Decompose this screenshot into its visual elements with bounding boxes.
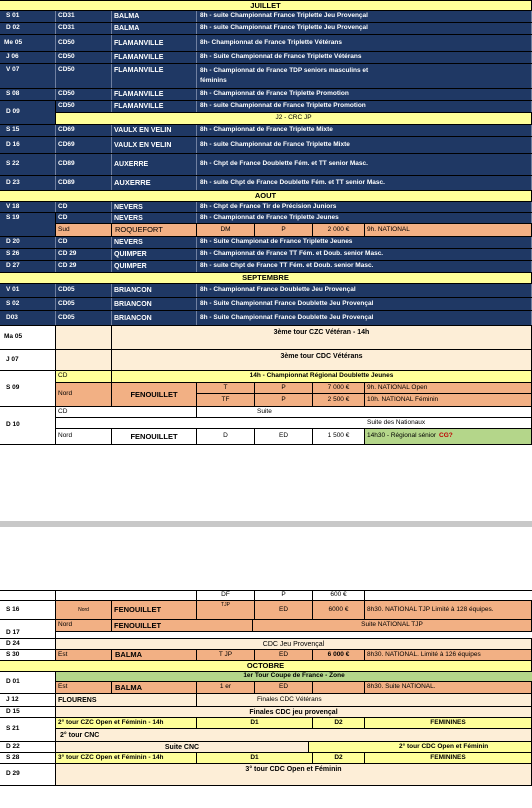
type-cell: TJP [197,601,255,619]
event-cell: Suite CNC [56,742,309,752]
prize-cell: 6000 € [313,601,365,619]
event-cell: 8h - Suite Championnat de France Triplette Vétérans [197,52,532,63]
sub-event-cell: J2 - CRC JP [56,113,532,124]
day-cell: D 20 [0,237,56,248]
place-cell: FENOUILLET [112,429,197,444]
day-cell: Me 05 [0,35,56,51]
event-upper [56,371,532,383]
month-label: AOUT [0,191,532,201]
div-cell: FEMININES [365,718,532,728]
place-cell: NEVERS [112,237,197,248]
day-cell: J 07 [0,350,56,370]
event-lower [56,429,532,444]
event-cell: 3° tour CDC Open et Féminin [56,764,532,785]
prize-cell: 2 500 € [313,394,365,406]
place-cell: FENOUILLET [112,620,253,631]
month-label: OCTOBRE [0,661,532,671]
type-cell: D [197,429,255,444]
event-cell: 8h - Chpt de France Tir de Précision Juniors [197,202,532,212]
event-text: 14h30 - Régional sénior [367,432,437,440]
event-body [56,620,532,632]
event-row [0,639,532,650]
day-cell: S 08 [0,89,56,100]
day-cell: D 09 [0,101,56,124]
day-cell: D 29 [0,764,56,785]
event-cell: 2° tour CZC Open et Féminin - 14h [56,718,197,728]
day-cell: V 18 [0,202,56,212]
committee-cell: CD50 [56,89,112,100]
event-upper [56,213,532,224]
event-row [0,764,532,786]
place-cell: FLAMANVILLE [112,35,197,51]
event-row-double [0,672,532,694]
event-cell: Finales CDC Vétérans [197,694,532,706]
place-cell: QUIMPER [112,261,197,272]
event-lower [56,113,532,124]
day-cell: V 01 [0,284,56,297]
day-cell: S 16 [0,601,56,619]
event-row-double [0,213,532,237]
day-cell: S 22 [0,154,56,175]
day-cell: D 22 [0,742,56,752]
day-cell: Ma 05 [0,326,56,349]
place-cell: FLAMANVILLE [112,101,197,112]
day-cell: D 16 [0,137,56,153]
event-row [0,35,532,52]
event-row [0,298,532,311]
month-header-octobre [0,661,532,672]
event-row-triple [0,371,532,407]
event-row [0,125,532,137]
event-cell: 8h - Championnat France Doublette Jeu Provençal [197,284,532,297]
zone-cell: Nord [56,601,112,619]
zone-cell: Nord [56,620,112,631]
committee-cell: CD89 [56,176,112,190]
cat-cell: ED [255,682,313,693]
event-cell: 8h - Championnat de France TT Fém. et Doub. senior Masc. [197,249,532,260]
event-cell: 1er Tour Coupe de France - Zone [243,672,345,680]
day-cell: S 09 [0,371,56,406]
div-cell: D1 [197,753,313,763]
committee-cell: CD50 [56,101,112,112]
event-cell: 8h - suite Chpt de France TT Fém. et Doub. senior Masc. [197,261,532,272]
place-cell: AUXERRE [112,154,197,175]
place-cell: BALMA [112,650,197,660]
event-row [0,202,532,213]
prize-cell: 7 000 € [313,383,365,393]
place-cell: VAULX EN VELIN [112,137,197,153]
event-lower [56,682,532,693]
day-cell: S 30 [0,650,56,660]
day-cell: S 01 [0,11,56,22]
day-cell: J 12 [0,694,56,706]
event-cell: Suite NATIONAL TJP [253,620,532,631]
event-row-double [0,718,532,742]
event-cell: 8h - Championnat de France Triplette Jeunes [197,213,532,223]
place-cell: FENOUILLET [112,601,197,619]
event-lower [56,224,532,236]
prize-cell [313,682,365,693]
event-line: féminins [200,76,227,84]
committee-cell: CD69 [56,125,112,136]
event-cell: 8h- Championnat de France Triplette Vétérans [197,35,532,51]
event-cell: 2° tour CDC Open et Féminin [309,742,532,752]
day-cell: D 02 [0,23,56,34]
event-row [0,237,532,249]
month-label: JUILLET [0,1,532,10]
event-row-triple [0,407,532,445]
day-cell: S 19 [0,213,56,236]
month-header-juillet [0,0,532,11]
committee-cell: CD50 [56,52,112,63]
committee-cell: CD [56,371,112,382]
event-cell: 9h. NATIONAL [365,224,532,236]
cat-cell: ED [255,650,313,660]
event-cell: Finales CDC jeu provençal [56,707,532,717]
event-cell: 9h. NATIONAL Open [365,383,532,393]
committee-cell: CD50 [56,35,112,51]
event-cell: 8h - Suite Championnat France Doublette Jeu Provençal [197,298,532,310]
committee-cell: CD69 [56,137,112,153]
event-cell: 8h - Championnat de France Triplette Mixte [197,125,532,136]
cat-cell: ED [255,429,313,444]
type-cell: T [197,383,255,393]
event-cell: 8h - suite Championnat France Triplette Jeu Provençal [197,23,532,34]
committee-cell: CD [56,237,112,248]
month-header-septembre [0,273,532,284]
event-cell: 8h - suite Championnat de France Triplette Mixte [197,137,532,153]
cat-cell: P [255,383,313,393]
event-cell [365,429,532,444]
event-cell: 8h - suite Championnat de France Triplette Promotion [197,101,532,112]
event-row [0,694,532,707]
place-cell: QUIMPER [112,249,197,260]
zone-cell: Est [56,682,112,693]
day-cell: D 24 [0,639,56,649]
event-cell: Suite des Nationaux [365,418,532,428]
cat-cell: P [255,224,313,236]
cat-cell: ED [255,601,313,619]
event-cell: 8h - suite Championnat France Triplette Jeu Provençal [197,11,532,22]
place-cell: ROQUEFORT [112,224,197,236]
day-cell: S 15 [0,125,56,136]
committee-cell: CD 29 [56,261,112,272]
event-row [0,601,532,620]
event-cell: 8h - Suite Championat de France Triplette Jeunes [197,237,532,248]
type-cell: DM [197,224,255,236]
event-row [0,311,532,326]
day-cell: S 28 [0,753,56,763]
event-row-double [0,101,532,125]
place-cell: AUXERRE [112,176,197,190]
event-cell: 3° tour CZC Open et Féminin - 14h [56,753,197,763]
event-row [0,52,532,64]
type-cell: DF [197,591,255,600]
event-row [0,249,532,261]
event-cell: 8h30. Suite NATIONAL. [365,682,532,693]
page-2 [0,590,532,786]
event-row [0,261,532,273]
prize-cell: 6 000 € [313,650,365,660]
committee-cell: CD [56,213,112,223]
event-cell: 14h - Championnat Régional Doublette Jeunes [112,371,532,382]
div-cell: D2 [313,753,365,763]
place-cell: NEVERS [112,213,197,223]
day-cell: D03 [0,311,56,325]
event-row [0,64,532,89]
div-cell: D2 [313,718,365,728]
event-cell [197,64,532,88]
event-row [0,284,532,298]
event-cell: 8h - suite Chpt de France Doublette Fém. et TT senior Masc. [197,176,532,190]
committee-cell: CD89 [56,154,112,175]
event-cell: 8h - Championnat de France Triplette Promotion [197,89,532,100]
event-cell: 3ème tour CDC Vétérans [112,350,532,370]
event-row [0,11,532,23]
event-cell: 8h - Chpt de France Doublette Fém. et TT senior Masc. [197,154,532,175]
event-cell: 10h. NATIONAL Féminin [365,394,532,406]
place-cell: BRIANCON [112,311,197,325]
event-lower [56,383,532,406]
event-row [0,89,532,101]
committee-cell: CD31 [56,23,112,34]
committee-cell: CD31 [56,11,112,22]
event-upper [56,101,532,113]
note-text: CG? [439,432,453,440]
event-cell: 8h30. NATIONAL TJP Limité à 128 équipes. [365,601,532,619]
event-cell: CDC Jeu Provençal [56,639,532,649]
empty-cell [56,326,112,349]
type-cell: T JP [197,650,255,660]
day-cell: D 01 [0,672,56,693]
suite-cell: Suite [255,407,532,417]
day-cell: D 10 [0,407,56,444]
event-row [0,176,532,191]
committee-cell: CD [56,202,112,212]
place-cell: FLAMANVILLE [112,89,197,100]
place-cell: FLAMANVILLE [112,52,197,63]
prize-cell: 600 € [313,591,365,600]
event-upper [56,407,532,418]
day-cell: S 21 [0,718,56,741]
day-cell [0,591,56,600]
empty-cell [56,591,197,600]
zone-cell: Est [56,650,112,660]
event-upper [56,718,532,729]
committee-cell: CD [56,407,197,417]
div-cell: FEMININES [365,753,532,763]
committee-cell: CD 29 [56,249,112,260]
event-row [0,620,532,639]
committee-cell: CD05 [56,284,112,297]
event-line: 8h - Championnat de France TDP seniors masculins et [200,67,369,74]
place-cell: NEVERS [112,202,197,212]
month-label: SEPTEMBRE [0,273,532,283]
event-row [0,753,532,764]
event-row [0,350,532,371]
event-cell: 8h30. NATIONAL. Limité à 126 équipes [365,650,532,660]
cat-cell: P [255,591,313,600]
place-cell: BRIANCON [112,298,197,310]
day-cell: J 06 [0,52,56,63]
event-row [0,154,532,176]
sub-row [197,394,532,406]
prize-cell: 1 500 € [313,429,365,444]
month-header-aout [0,191,532,202]
event-row [0,590,532,601]
place-cell: FLAMANVILLE [112,64,197,88]
place-cell: BALMA [112,11,197,22]
place-cell: FLOURENS [56,694,197,706]
zone-cell: Sud [56,224,112,236]
event-cell: 8h - Suite Championnat France Doublette Jeu Provençal [197,311,532,325]
place-cell: BALMA [112,682,197,693]
blank-strip [56,632,532,638]
place-cell: BRIANCON [112,284,197,297]
event-row [0,650,532,661]
event-upper [56,672,532,682]
committee-cell: CD05 [56,298,112,310]
event-row [0,326,532,350]
div-cell: D1 [197,718,313,728]
sub-row [197,383,532,394]
day-cell: S 02 [0,298,56,310]
prize-cell: 2 000 € [313,224,365,236]
day-cell: D 15 [0,707,56,717]
type-cell: 1 er [197,682,255,693]
event-row [0,742,532,753]
day-cell: V 07 [0,64,56,88]
empty-cell [56,350,112,370]
event-cell: 3ème tour CZC Vétéran - 14h [112,326,532,349]
zone-cell: Nord [56,429,112,444]
zone-cell: Nord [56,383,112,406]
event-row [0,23,532,35]
committee-cell: CD50 [56,64,112,88]
place-cell: BALMA [112,23,197,34]
page-separator [0,521,532,527]
day-cell: S 26 [0,249,56,260]
event-row [0,707,532,718]
day-cell: D 17 [0,620,56,638]
day-cell: D 27 [0,261,56,272]
type-cell: TF [197,394,255,406]
event-lower [56,729,532,741]
day-cell: D 23 [0,176,56,190]
cat-cell: P [255,394,313,406]
committee-cell: CD05 [56,311,112,325]
event-mid [56,418,532,429]
place-cell: VAULX EN VELIN [112,125,197,136]
place-cell: FENOUILLET [112,383,197,406]
event-body [56,601,532,619]
event-row [0,137,532,154]
event-cell: 2° tour CNC [56,729,532,741]
